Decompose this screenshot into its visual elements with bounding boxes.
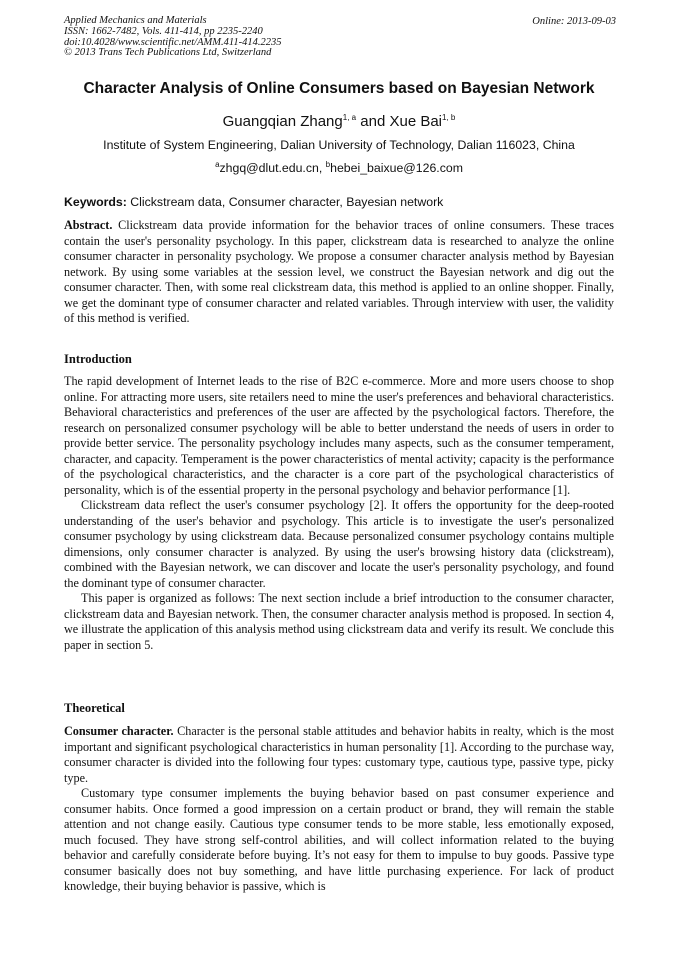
email-b: hebei_baixue@126.com: [330, 161, 463, 175]
affiliation: Institute of System Engineering, Dalian University of Technology, Dalian 116023, China: [103, 138, 575, 152]
author-2: Xue Bai: [389, 113, 443, 130]
introduction-heading: Introduction: [64, 352, 132, 366]
theoretical-paragraph-2: Customary type consumer implements the buying behavior based on past consumer experience and consumer habits. Once formed a good impression on a certain product or brand, they will remain the stable attention and not change easily. Cautious type consumer tends to be more stable, less emotionally exposed, much focused. They have strong self-control abilities, and will collect information related to the buying behavior and carefully considerate before buying. It’s not easy for them to impulse to buy goods. Passive type consumer basically does not buy something, and have little purchasing experience. For lack of product knowledge, their buying behavior is passive, which is: [64, 786, 614, 893]
email-line: [0, 161, 678, 175]
author-1: Guangqian Zhang: [222, 113, 343, 130]
keywords-text: Clickstream data, Consumer character, Bayesian network: [126, 195, 444, 209]
doi-line: doi:10.4028/www.scientific.net/AMM.411-414.2235: [64, 36, 282, 48]
consumer-character-lead: Consumer character.: [64, 724, 174, 738]
email-b-sup: b: [325, 159, 331, 169]
keywords-label: Keywords:: [64, 195, 127, 209]
abstract-label: Abstract.: [64, 218, 113, 232]
journal-name: Applied Mechanics and Materials: [64, 15, 207, 26]
author-1-sup: 1, a: [342, 113, 357, 122]
introduction-body: [64, 374, 614, 653]
theoretical-heading: Theoretical: [64, 701, 125, 715]
issn-line: ISSN: 1662-7482, Vols. 411-414, pp 2235-2240: [64, 25, 263, 37]
theoretical-body: [64, 724, 614, 895]
author-line: [0, 113, 678, 130]
author-2-sup: 1, b: [442, 113, 456, 122]
keywords: [64, 195, 443, 209]
abstract-text: Clickstream data provide information for the behavior traces of online consumers. These traces contain the user's personality psychology. In this paper, clickstream data is researched to analyze the online consumer character in personality psychology. We propose a consumer character analysis method by Bayesian network. By using some variables at the session level, we construct the Bayesian network and dig out the consumer character. Then, with some real clickstream data, this method is applied to an online shopper. Finally, we get the dominant type of consumer character and related variables. Through interview with user, the validity of this method is verified.: [64, 218, 614, 325]
journal-meta: [64, 16, 281, 59]
theoretical-paragraph-1: Character is the personal stable attitudes and behavior habits in realty, which is the most important and significant psychological characteristics in human personality [1]. According to the purchase way, consumer character is divided into the following four types: customary type, cautious type, passive type, picky type.: [64, 724, 614, 785]
abstract: [64, 218, 614, 327]
intro-paragraph-2: Clickstream data reflect the user's consumer psychology [2]. It offers the opportunity for the deep-rooted understanding of the user's behavior and psychology. This article is to investigate the user's personalized consumer psychology by using clickstream data. Because personalized consumer psychology contains multiple dimensions, only consumer character is analyzed. By using the user's browsing history data (clickstream), combined with the Bayesian network, we can discover and locate the user's personality psychology, and found the dominant type of consumer character.: [64, 498, 614, 590]
email-a-sup: a: [215, 159, 220, 169]
copyright-line: © 2013 Trans Tech Publications Ltd, Switzerland: [64, 47, 272, 59]
paper-title: Character Analysis of Online Consumers based on Bayesian Network: [83, 80, 595, 97]
author-and: and: [356, 113, 390, 130]
intro-paragraph-3: This paper is organized as follows: The next section include a brief introduction to the consumer character, clickstream data and Bayesian network. Then, the consumer character analysis method is proposed. In section 4, we illustrate the application of this analysis method using clickstream data and verify its result. We conclude this paper in section 5.: [64, 591, 614, 652]
email-a: zhgq@dlut.edu.cn,: [219, 161, 326, 175]
online-date: Online: 2013-09-03: [532, 16, 616, 27]
intro-paragraph-1: The rapid development of Internet leads to the rise of B2C e-commerce. More and more users choose to shop online. For attracting more users, site retailers need to mine the user's preferences and behavioral characteristics. Behavioral characteristics and preferences of the user are affected by the psychological factors. Therefore, the research on personalized consumer psychology will be able to better understand the needs of users in order to provide better service. The personality psychology includes many aspects, such as the consumer temperament, character, and capacity. Temperament is the power characteristics of mental activity; capacity is the performance of the psychological characteristics, and the character is a core part of the psychological characteristics of personality, which is of the essential property in the personal psychology and behavior performance [1].: [64, 374, 614, 497]
